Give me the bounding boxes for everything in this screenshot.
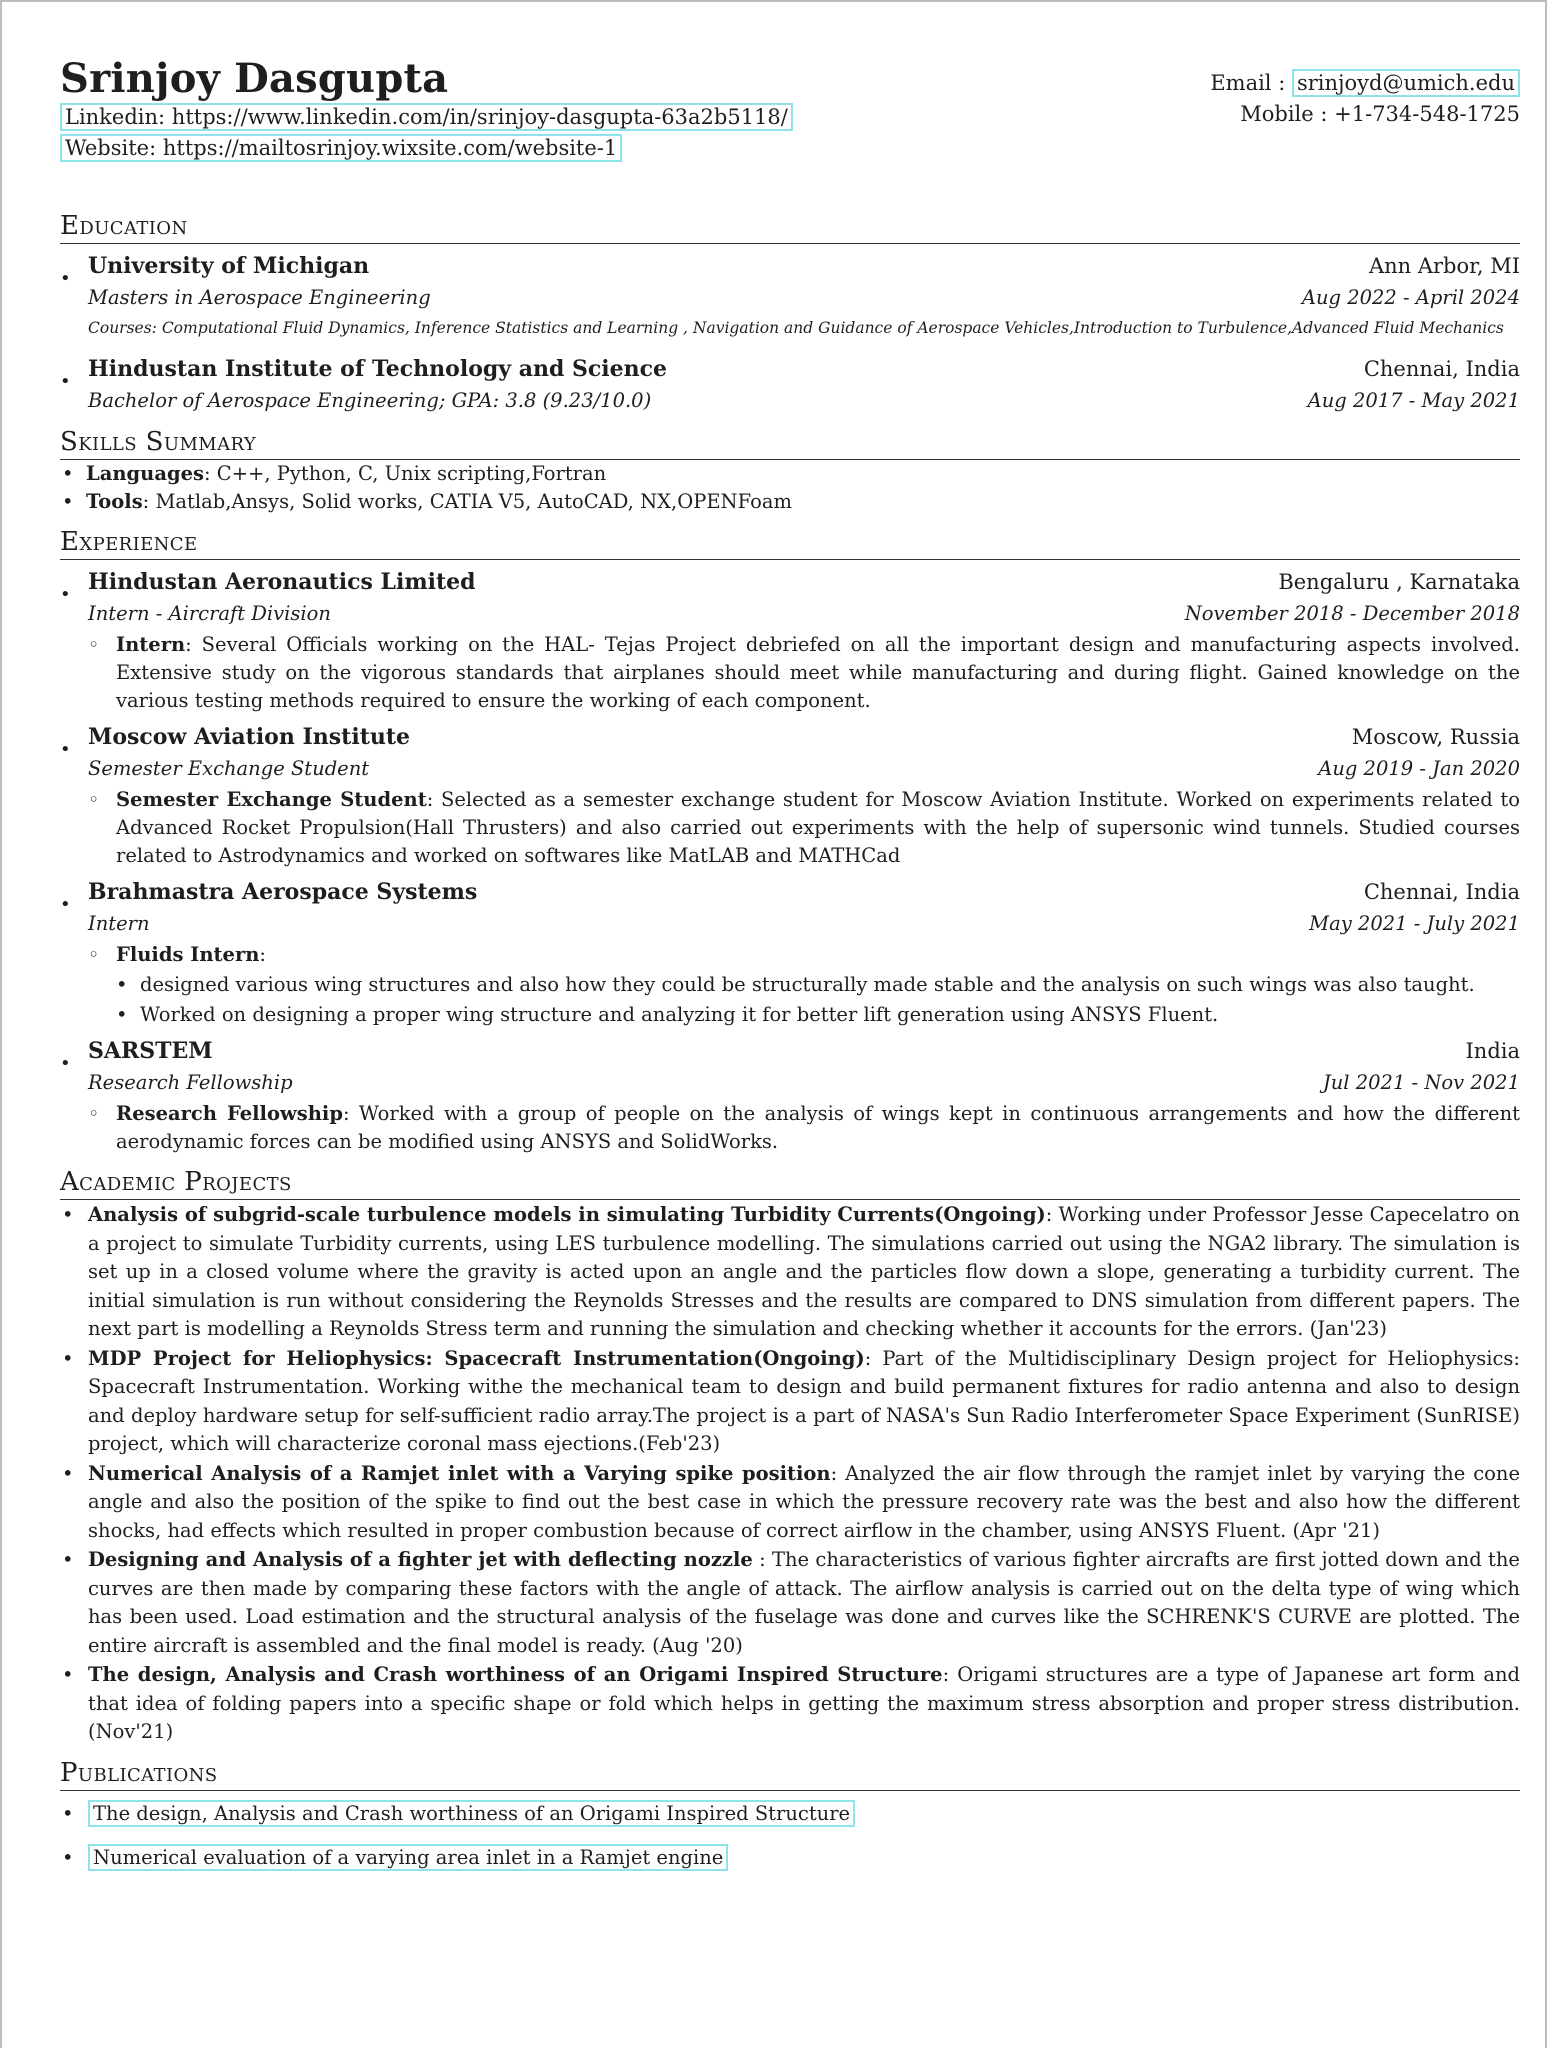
bullet-icon: • [62, 462, 74, 485]
publication-link[interactable]: The design, Analysis and Crash worthiness of an Origami Inspired Structure [88, 1800, 855, 1827]
circle-bullet-icon: ◦ [88, 944, 100, 966]
section-title-education: Education [60, 210, 1520, 244]
email-label: Email : [1210, 71, 1286, 95]
experience-entry [60, 566, 1520, 629]
experience-sub-text: : Worked with a group of people on the analysis of wings kept in continuous arrangements and how the different aerodynamic forces can be modified using ANSYS and SolidWorks. [116, 1102, 1520, 1153]
bullet-icon: • [60, 584, 71, 605]
linkedin-label: Linkedin: [65, 105, 166, 129]
candidate-name: Srinjoy Dasgupta [60, 55, 449, 102]
website-link[interactable] [60, 134, 622, 162]
project-title: The design, Analysis and Crash worthiness of an Origami Inspired Structure [88, 1663, 943, 1686]
experience-role: Semester Exchange Student [88, 757, 370, 780]
project-item [60, 1201, 1520, 1344]
experience-description [60, 941, 1520, 969]
experience-sub-label: Semester Exchange Student [116, 788, 427, 811]
bullet-icon: • [60, 371, 71, 392]
experience-dates: Jul 2021 - Nov 2021 [1322, 1071, 1520, 1094]
education-degree: Masters in Aerospace Engineering [88, 286, 431, 309]
experience-org: Brahmastra Aerospace Systems [88, 879, 478, 905]
project-title: Analysis of subgrid-scale turbulence models in simulating Turbidity Currents(Ongoing) [88, 1203, 1046, 1226]
experience-role: Intern [88, 912, 150, 935]
project-text: : Analyzed the air flow through the ramjet inlet by varying the cone angle and also the position of the spike to find out the best case in which the pressure recovery rate was the best and also how the different shocks, had effects which resulted in proper combustion because of correct airflow in the chamber, using ANSYS Fluent. (Apr '21) [88, 1461, 1520, 1542]
experience-description [60, 1100, 1520, 1156]
skill-text: : Matlab,Ansys, Solid works, CATIA V5, AutoCAD, NX,OPENFoam [142, 490, 792, 513]
experience-sub-label: Intern [116, 633, 186, 656]
bullet-icon: • [116, 1003, 128, 1026]
mobile-number: +1-734-548-1725 [1334, 102, 1520, 126]
project-item [60, 1460, 1520, 1546]
project-text: : Origami structures are a type of Japanese art form and that idea of folding papers into a specific shape or fold which helps in getting the maximum stress absorption and proper stress distribution.(Nov'21) [88, 1663, 1520, 1743]
experience-description [60, 786, 1520, 870]
bullet-icon: • [116, 973, 128, 996]
project-item [60, 1661, 1520, 1747]
website-label: Website: [65, 136, 157, 160]
experience-detail-text: Worked on designing a proper wing structure and analyzing it for better lift generation using ANSYS Fluent. [140, 1003, 1219, 1026]
project-title: MDP Project for Heliophysics: Spacecraft Instrumentation(Ongoing) [88, 1346, 865, 1370]
linkedin-link[interactable] [60, 103, 793, 131]
section-title-publications: Publications [60, 1757, 1520, 1791]
project-item [60, 1546, 1520, 1660]
project-item [60, 1345, 1520, 1459]
email-link[interactable]: srinjoyd@umich.edu [1292, 69, 1520, 97]
bullet-icon: • [62, 1461, 74, 1485]
publication-item [60, 1843, 1520, 1873]
circle-bullet-icon: ◦ [88, 1103, 100, 1125]
bullet-icon: • [60, 894, 71, 915]
experience-org: Hindustan Aeronautics Limited [88, 569, 476, 595]
project-title: Designing and Analysis of a fighter jet with deflecting nozzle [88, 1548, 753, 1571]
education-school: Hindustan Institute of Technology and Science [88, 356, 668, 382]
experience-sub-text: : Selected as a semester exchange student for Moscow Aviation Institute. Worked on experiments related to Advanced Rocket Propulsion(Hall Thrusters) and also carried out experiments with the help of supersonic wind tunnels. Studied courses related to Astrodynamics and worked on softwares like MatLAB and MATHCad [116, 788, 1520, 867]
experience-role: Research Fellowship [88, 1071, 293, 1094]
experience-location: Bengaluru , Karnataka [1278, 570, 1520, 594]
experience-detail-text: designed various wing structures and also how they could be structurally made stable and the analysis on such wings was also taught. [140, 973, 1475, 996]
contact-info [1210, 68, 1520, 130]
education-entry [60, 353, 1520, 416]
section-title-projects: Academic Projects [60, 1166, 1520, 1200]
education-school: University of Michigan [88, 253, 370, 279]
skill-label: Tools [86, 490, 143, 513]
project-text: : Part of the Multidisciplinary Design project for Heliophysics: Spacecraft Instrumentation. Working withe the mechanical team to design and build permanent fixtures for radio antenna and also to design and deploy hardware setup for self-sufficient radio array.The project is a part of NASA's Sun Radio Interferometer Space Experiment (SunRISE) project, which will characterize coronal mass ejections.(Feb'23) [88, 1346, 1520, 1455]
mobile-label: Mobile : [1240, 102, 1328, 126]
experience-sub-text: : Several Officials working on the HAL- Tejas Project debriefed on all the important design and manufacturing aspects involved. Extensive study on the vigorous standards that airplanes should meet while manufacturing and during flight. Gained knowledge on the various testing methods required to ensure the working of each component. [116, 633, 1520, 712]
experience-entry [60, 876, 1520, 939]
education-dates: Aug 2022 - April 2024 [1301, 286, 1520, 309]
section-title-experience: Experience [60, 526, 1520, 560]
resume-content [60, 56, 1520, 1873]
linkedin-url: https://www.linkedin.com/in/srinjoy-dasgupta-63a2b5118/ [171, 105, 788, 129]
experience-description [60, 631, 1520, 715]
experience-sub-text: : [259, 943, 266, 966]
bullet-icon: • [62, 1203, 74, 1226]
education-entry [60, 250, 1520, 343]
publication-item [60, 1799, 1520, 1829]
project-title: Numerical Analysis of a Ramjet inlet with a Varying spike position [88, 1461, 831, 1485]
bullet-icon: • [60, 739, 71, 760]
education-location: Chennai, India [1363, 357, 1520, 381]
experience-sub-label: Fluids Intern [116, 943, 260, 966]
publication-link[interactable]: Numerical evaluation of a varying area inlet in a Ramjet engine [88, 1844, 728, 1871]
skill-item [60, 488, 1520, 516]
bullet-icon: • [62, 490, 74, 513]
section-title-skills: Skills Summary [60, 426, 1520, 460]
experience-org: SARSTEM [88, 1038, 213, 1064]
education-courses: Courses: Computational Fluid Dynamics, Inference Statistics and Learning , Navigation and Guidance of Aerospace Vehicles,Introduction to Turbulence,Advanced Fluid Mechanics [88, 319, 1504, 337]
skill-label: Languages [86, 462, 204, 485]
bullet-icon: • [60, 268, 71, 289]
experience-location: Moscow, Russia [1351, 725, 1520, 749]
website-url: https://mailtosrinjoy.wixsite.com/website-1 [162, 136, 618, 160]
bullet-icon: • [62, 1548, 74, 1571]
bullet-icon: • [62, 1801, 74, 1825]
experience-role: Intern - Aircraft Division [88, 602, 331, 625]
education-dates: Aug 2017 - May 2021 [1307, 389, 1520, 412]
circle-bullet-icon: ◦ [88, 789, 100, 811]
bullet-icon: • [62, 1663, 74, 1686]
project-text: : The characteristics of various fighter aircrafts are first jotted down and the curves are then made by comparing these factors with the angle of attack. The airflow analysis is carried out on the delta type of wing which has been used. Load estimation and the structural analysis of the fuselage was done and curves like the SCHRENK'S CURVE are plotted. The entire aircraft is assembled and the final model is ready. (Aug '20) [88, 1548, 1520, 1657]
education-degree: Bachelor of Aerospace Engineering; GPA: 3.8 (9.23/10.0) [88, 389, 652, 412]
education-location: Ann Arbor, MI [1368, 254, 1520, 278]
project-text: : Working under Professor Jesse Capecelatro on a project to simulate Turbidity currents, using LES turbulence modelling. The simulations carried out using the NGA2 library. The simulation is set up in a closed volume where the gravity is acted upon an angle and the particles flow down a slope, generating a turbidity current. The initial simulation is run without considering the Reynolds Stresses and the results are compared to DNS simulation from different papers. The next part is modelling a Reynolds Stress term and running the simulation and checking whether it accounts for the errors. (Jan'23) [88, 1203, 1520, 1340]
experience-detail [60, 1001, 1520, 1029]
experience-entry [60, 721, 1520, 784]
resume-header [60, 56, 1520, 174]
experience-location: Chennai, India [1363, 880, 1520, 904]
experience-org: Moscow Aviation Institute [88, 724, 411, 750]
bullet-icon: • [62, 1845, 74, 1869]
experience-dates: Aug 2019 - Jan 2020 [1318, 757, 1520, 780]
experience-dates: November 2018 - December 2018 [1184, 602, 1520, 625]
experience-detail [60, 971, 1520, 999]
skill-text: : C++, Python, C, Unix scripting,Fortran [204, 462, 607, 485]
bullet-icon: • [62, 1346, 74, 1370]
skill-item [60, 460, 1520, 488]
circle-bullet-icon: ◦ [88, 634, 100, 656]
experience-location: India [1465, 1039, 1520, 1063]
experience-dates: May 2021 - July 2021 [1309, 912, 1520, 935]
experience-sub-label: Research Fellowship [116, 1102, 343, 1125]
experience-entry [60, 1035, 1520, 1098]
bullet-icon: • [60, 1053, 71, 1074]
